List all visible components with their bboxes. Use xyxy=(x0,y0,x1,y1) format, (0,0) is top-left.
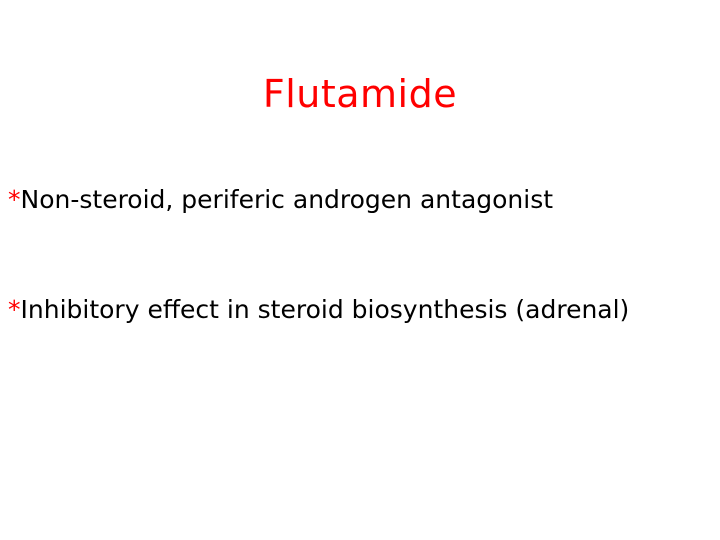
slide-title: Flutamide xyxy=(262,72,458,116)
bullet-text: Non-steroid, periferic androgen antagonist xyxy=(20,185,554,214)
asterisk-bullet-icon: * xyxy=(8,185,21,214)
bullet-text: Inhibitory effect in steroid biosynthesis (adrenal) xyxy=(20,295,630,324)
bullet-item xyxy=(8,183,553,217)
bullet-item xyxy=(8,293,629,327)
asterisk-bullet-icon: * xyxy=(8,295,21,324)
